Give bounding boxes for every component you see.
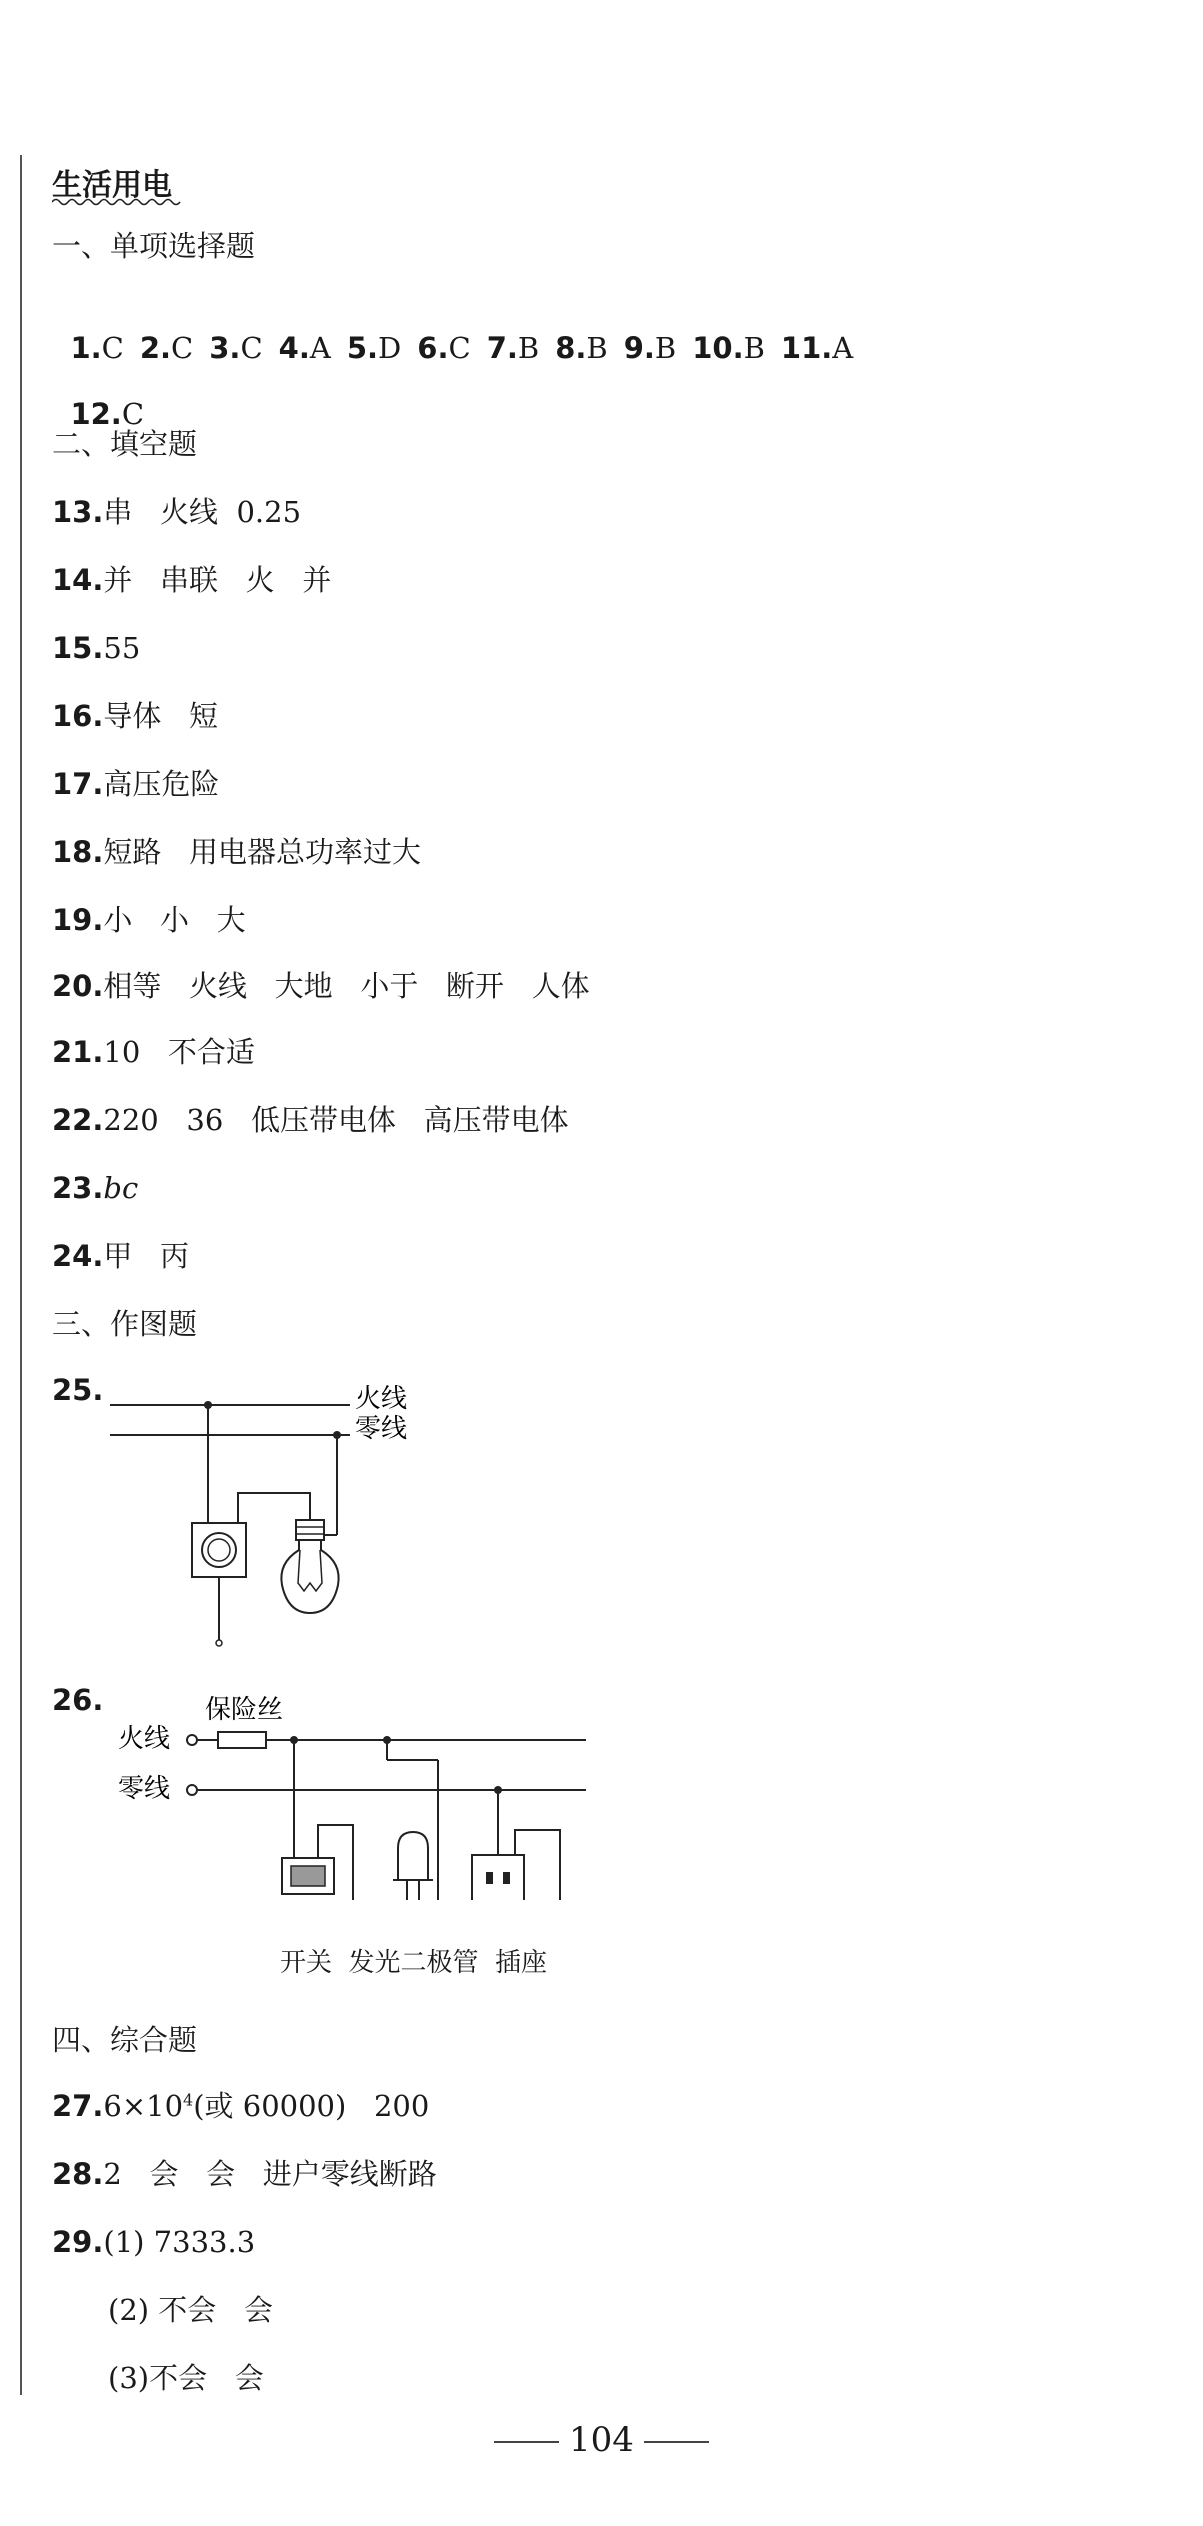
answer-14: 14.并 串联 火 并: [52, 563, 332, 597]
section-title: 生活用电: [52, 168, 172, 203]
answer-13: 13.串 火线 0.25: [52, 495, 302, 529]
part4-heading: 四、综合题: [52, 2023, 198, 2057]
answer-22: 22.220 36 低压带电体 高压带电体: [52, 1103, 569, 1137]
terminal-icon: [187, 1785, 197, 1795]
q26-number: 26.: [52, 1683, 104, 1717]
mc-answer: 1.C: [70, 331, 124, 365]
mc-answer: 11.A: [780, 331, 854, 365]
answer-15: 15.55: [52, 631, 141, 665]
light-bulb-icon: [281, 1520, 338, 1613]
q26-circuit-diagram: [110, 1690, 610, 1900]
answer-23: 23.bc: [52, 1171, 139, 1205]
page-number: 104: [569, 2420, 634, 2460]
mc-answer: 4.A: [278, 331, 331, 365]
answer-29-part2: (2) 不会 会: [108, 2293, 273, 2327]
answer-21: 21.10 不合适: [52, 1035, 255, 1069]
fuse-label: 保险丝: [205, 1695, 284, 1725]
wall-switch-icon: [192, 1523, 246, 1577]
answer-17: 17.高压危险: [52, 767, 220, 801]
answer-18: 18.短路 用电器总功率过大: [52, 835, 422, 869]
live-wire-label: 火线: [118, 1724, 171, 1754]
answer-28: 28.2 会 会 进户零线断路: [52, 2157, 437, 2191]
answer-29-part3: (3)不会 会: [108, 2361, 264, 2395]
answer-20: 20.相等 火线 大地 小于 断开 人体: [52, 969, 590, 1003]
switch-icon: [282, 1858, 334, 1894]
mc-answer: 12.C: [70, 397, 145, 431]
mc-answer: 3.C: [209, 331, 263, 365]
answer-16: 16.导体 短: [52, 699, 219, 733]
q26-caption: 开关 发光二极管 插座: [280, 1948, 548, 1978]
answer-29: 29.(1) 7333.3: [52, 2225, 256, 2259]
fuse-icon: [218, 1732, 266, 1748]
title-wavy-underline: [52, 197, 182, 207]
mc-answer: 7.B: [486, 331, 540, 365]
page-footer: [0, 2420, 1203, 2460]
mc-answer: 2.C: [139, 331, 194, 365]
page-margin-line: [20, 155, 22, 2395]
neutral-wire-label: 零线: [118, 1774, 171, 1804]
live-wire-label: 火线: [355, 1385, 408, 1414]
answer-24: 24.甲 丙: [52, 1239, 190, 1273]
q25-circuit-diagram: [100, 1385, 440, 1655]
mc-answers-row2: [52, 360, 160, 432]
mc-answer: 8.B: [555, 331, 608, 365]
neutral-wire-label: 零线: [355, 1414, 408, 1444]
mc-answer: 6.C: [417, 331, 471, 365]
part2-heading: 二、填空题: [52, 427, 198, 461]
terminal-icon: [187, 1735, 197, 1745]
answer-19: 19.小 小 大: [52, 903, 246, 937]
answer-27: $27.6\times 10^4$(或 60000) 200: [52, 2089, 430, 2123]
led-diode-icon: [393, 1832, 433, 1900]
part3-heading: 三、作图题: [52, 1307, 198, 1341]
q25-number: 25.: [52, 1373, 104, 1407]
socket-icon: [472, 1855, 524, 1900]
mc-answer: 9.B: [623, 331, 677, 365]
part1-heading: 一、单项选择题: [52, 229, 256, 263]
mc-answer: 10.B: [692, 331, 765, 365]
terminal-icon: [216, 1640, 222, 1646]
mc-answers-row1: [52, 294, 869, 366]
mc-answer: 5.D: [346, 331, 402, 365]
